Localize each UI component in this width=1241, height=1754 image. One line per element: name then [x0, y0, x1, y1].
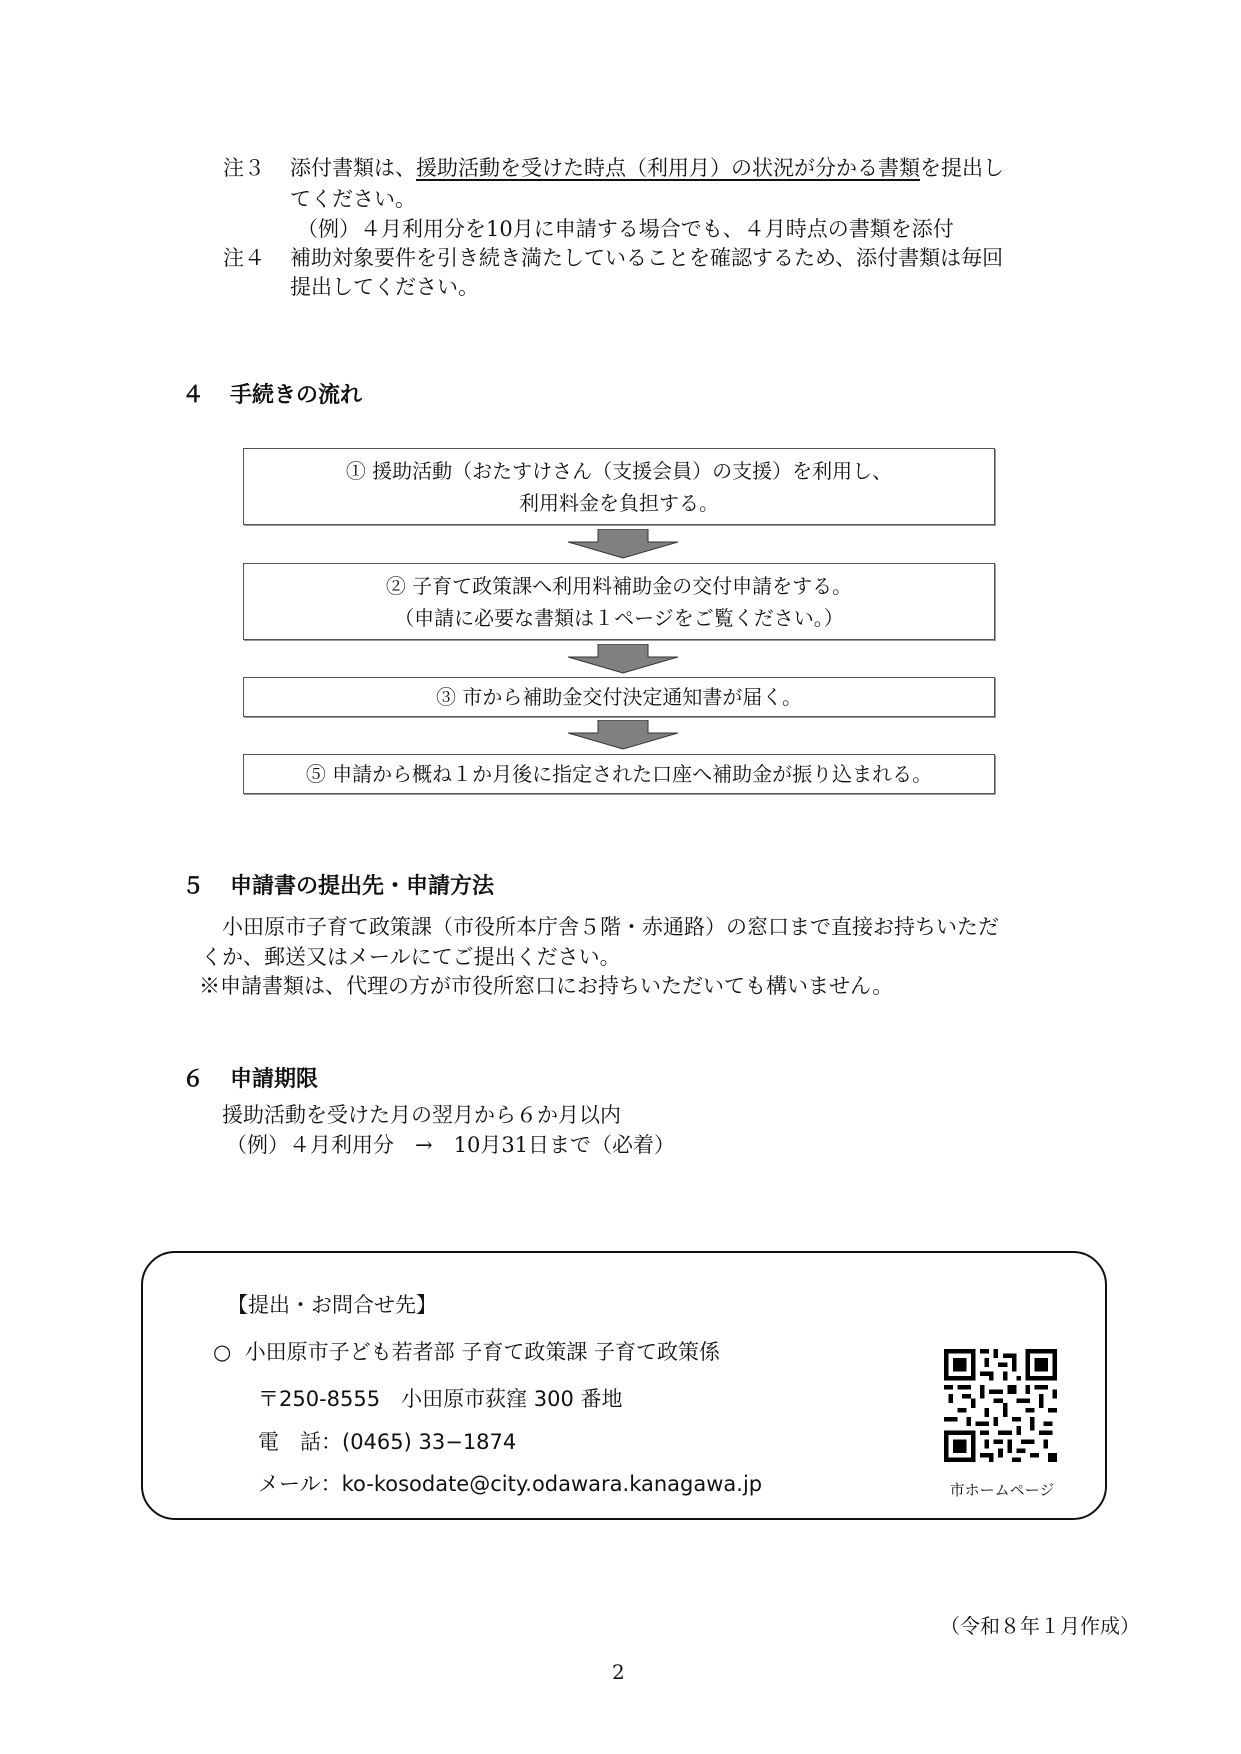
created-date: （令和８年１月作成）	[940, 1614, 1140, 1638]
flow-step-3-line1: ③ 市から補助金交付決定通知書が届く。	[436, 685, 802, 709]
contact-department-line	[213, 1337, 720, 1367]
qr-label: 市ホームページ	[949, 1481, 1055, 1499]
email-address[interactable]: ko-kosodate@city.odawara.kanagawa.jp	[341, 1472, 763, 1496]
down-arrow-icon	[568, 720, 678, 750]
section6-title: 申請期限	[230, 1067, 319, 1092]
bullet-circle-icon: ○	[213, 1340, 232, 1364]
contact-heading: 【提出・お問合せ先】	[227, 1293, 437, 1317]
section6-number: ６	[182, 1067, 205, 1092]
note4-line2: 提出してください。	[290, 275, 479, 299]
section6-heading	[182, 1065, 318, 1095]
section5-title: 申請書の提出先・申請方法	[230, 874, 495, 899]
flow-step-2	[243, 563, 995, 640]
phone-number: (0465) 33−1874	[342, 1430, 517, 1454]
contact-department: 小田原市子ども若者部 子育て政策課 子育て政策係	[244, 1340, 721, 1364]
section6-line1: 援助活動を受けた月の翌月から６か月以内	[222, 1103, 621, 1127]
note3-text-pre: 添付書類は、	[290, 156, 416, 180]
page-number: 2	[612, 1660, 625, 1684]
note3-label: 注３	[223, 156, 265, 180]
email-label: メール	[258, 1472, 321, 1496]
down-arrow-icon	[568, 644, 678, 674]
section6-example: （例）４月利用分 → 10月31日まで（必着）	[226, 1133, 676, 1157]
section5-para-line2: くか、郵送又はメールにてご提出ください。	[201, 945, 621, 969]
note4-line1: 補助対象要件を引き続き満たしていることを確認するため、添付書類は毎回	[290, 246, 1004, 270]
section4-title: 手続きの流れ	[230, 383, 363, 408]
section5-heading	[182, 872, 494, 902]
contact-address: 〒250-8555 小田原市荻窪 300 番地	[258, 1387, 623, 1411]
flow-step-1-line2: 利用料金を負担する。	[519, 490, 719, 515]
flow-step-4	[243, 754, 995, 794]
note4-label: 注４	[223, 246, 265, 270]
flow-step-2-line2: （申請に必要な書類は１ページをご覧ください。）	[394, 605, 844, 630]
note3-text-post: を提出し	[920, 156, 1004, 180]
qr-code-icon[interactable]	[944, 1349, 1057, 1462]
note3-line1	[290, 153, 1004, 183]
flow-step-2-line1: ② 子育て政策課へ利用料補助金の交付申請をする。	[385, 573, 853, 598]
note3-line2: てください。	[290, 187, 416, 211]
section5-note: ※申請書類は、代理の方が市役所窓口にお持ちいただいても構いません。	[199, 974, 894, 998]
flow-step-1-line1: ① 援助活動（おたすけさん（支援会員）の支援）を利用し、	[345, 458, 893, 483]
note3-example: （例）４月利用分を10月に申請する場合でも、４月時点の書類を添付	[297, 217, 954, 241]
section5-para-line1: 小田原市子育て政策課（市役所本庁舎５階・赤通路）の窓口まで直接お持ちいただ	[222, 915, 999, 939]
section5-number: ５	[182, 874, 205, 899]
contact-email-line: メール：ko-kosodate@city.odawara.kanagawa.jp	[258, 1472, 763, 1496]
phone-label: 電 話	[258, 1430, 321, 1454]
section4-heading	[182, 381, 362, 411]
down-arrow-icon	[568, 529, 678, 559]
flow-step-4-line1: ⑤ 申請から概ね１か月後に指定された口座へ補助金が振り込まれる。	[305, 762, 933, 786]
note3-underlined-text: 援助活動を受けた時点（利用月）の状況が分かる書類	[416, 156, 920, 180]
contact-box	[141, 1251, 1107, 1520]
flow-step-1	[243, 448, 995, 525]
contact-phone-line: 電 話：(0465) 33−1874	[258, 1430, 517, 1454]
flow-step-3	[243, 677, 995, 717]
section4-number: ４	[182, 383, 205, 408]
